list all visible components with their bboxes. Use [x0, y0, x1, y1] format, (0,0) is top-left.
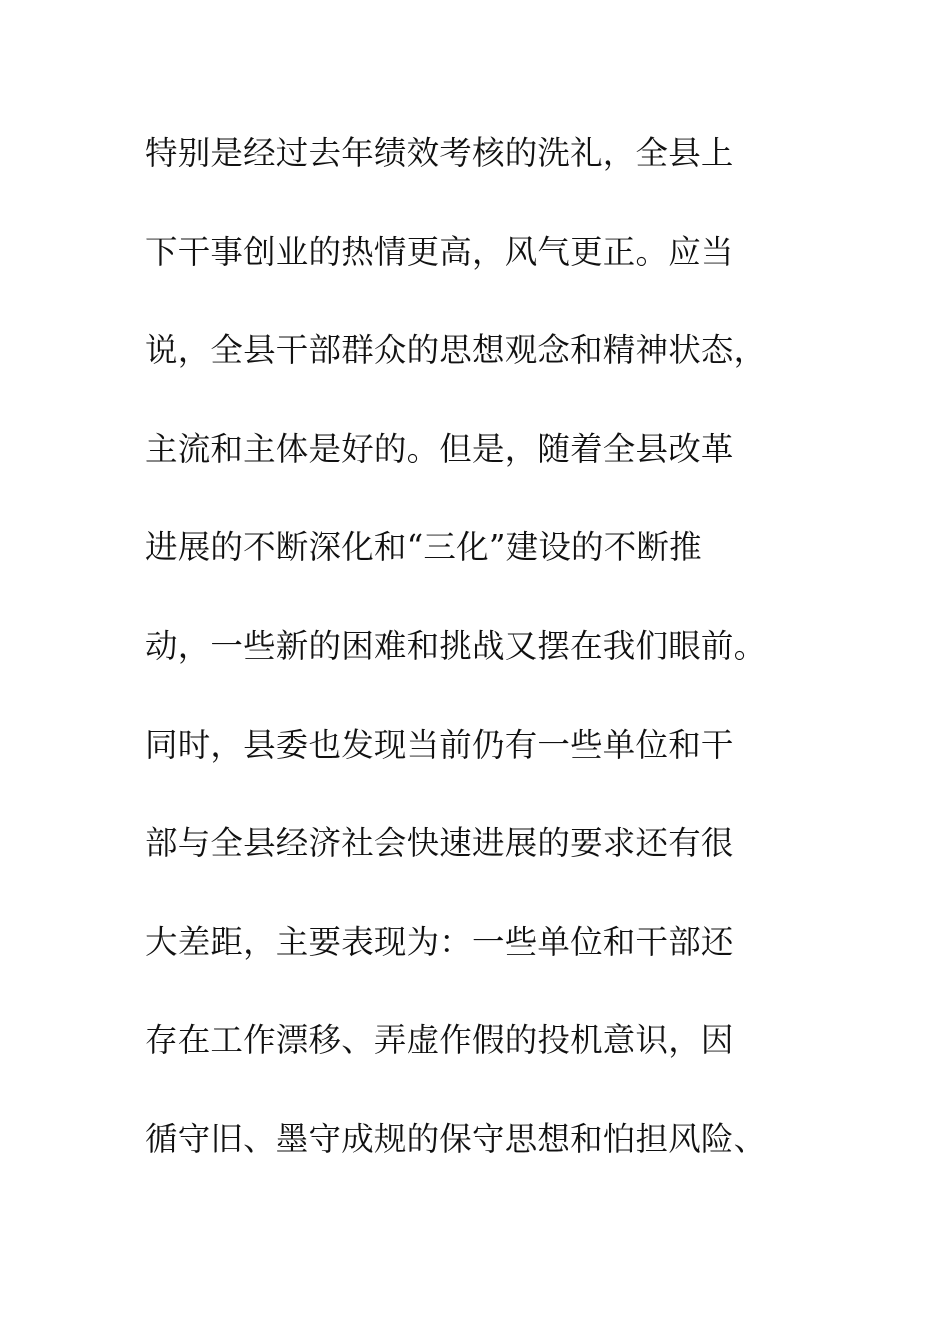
body-text [145, 128, 825, 1213]
text-line-9: 大差距，主要表现为：一些单位和干部还 [145, 922, 734, 961]
text-line-11: 循守旧、墨守成规的保守思想和怕担风险、 [145, 1119, 767, 1158]
text-line-3: 说，全县干部群众的思想观念和精神状态， [145, 331, 767, 370]
text-line-8: 部与全县经济社会快速进展的要求还有很 [145, 824, 734, 863]
text-line-7: 同时，县委也发现当前仍有一些单位和干 [145, 725, 734, 764]
text-line-2: 下干事创业的热情更高，风气更正。应当 [145, 232, 734, 271]
text-line-10: 存在工作漂移、弄虚作假的投机意识，因 [145, 1021, 734, 1060]
text-line-1: 特别是经过去年绩效考核的洗礼，全县上 [145, 134, 734, 172]
text-line-6: 动，一些新的困难和挑战又摆在我们眼前。 [145, 626, 767, 665]
text-line-5: 进展的不断深化和“三化”建设的不断推 [145, 528, 702, 567]
text-line-4: 主流和主体是好的。但是，随着全县改革 [145, 429, 734, 468]
